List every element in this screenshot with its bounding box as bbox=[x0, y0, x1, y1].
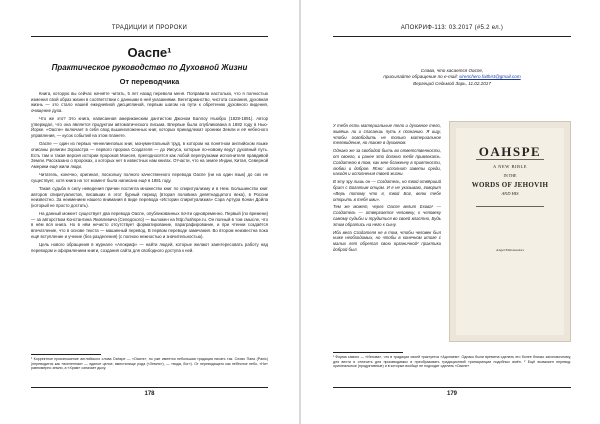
footnote-rule bbox=[31, 354, 101, 355]
photo-paper bbox=[456, 128, 564, 335]
paragraph: Иба вела Создателя не в том, чтобы человек был ниже необходимых, но чтобы в конечном итоге с малых лет обретал свою органичной² практики доброй был. bbox=[333, 229, 441, 252]
email-link[interactable]: sirenchero.faithist@gmail.com bbox=[459, 74, 521, 80]
paragraph: У тебя есть материальные тело и духовное тело, живёшь ли и спасаешь путь к познанию. Я ищу, чтобы освободить не только материальное телевидение, но также в духовном. bbox=[333, 123, 441, 146]
paragraph: Книга, которую вы сейчас начнёте читать, 5 лет назад перевела меня. Поправила настолько, что я полностью изменил свой образ жизни в соответствии с данными в ней указаниями. Вегетарианство, чистота сознания, духовная жизнь — это стало нашей ежедневной дисциплиной, первым шагом на пути к обретению духовного видения, очищение духа. bbox=[31, 91, 268, 113]
section-heading: От переводчика bbox=[119, 77, 180, 86]
article-subtitle: Практическое руководство по Духовной Жизни bbox=[51, 63, 248, 72]
left-page bbox=[0, 0, 299, 424]
page-number: 179 bbox=[446, 391, 457, 397]
photo-line: WORDS OF JEHOVIH bbox=[471, 181, 549, 189]
footnote: ¹ Корректное произношение английского слова Oahspe — «Оаспэ», но уже имеется небольшая традиция писать так. Слово Пана (Panic) (переводится как «вселенная» — единое целое, вместилище рода («Земля»), — «вода, бог»). От переводящего как небесное небо, «Ни» равномерно земли, а «Храм» означает дыху. bbox=[31, 357, 268, 371]
contact-prefix: присылайте обращение по e-mail: bbox=[383, 74, 458, 80]
contact-line: Слава, что касается Оаспе, bbox=[420, 68, 484, 73]
article-body bbox=[31, 91, 268, 256]
paragraph: В эту эру лишь он — Создатель, но твой отвёрший брат с Богатым отцом. И я не указываю, говорит «Верь потому что я, твой Бог, велю тебе открыть в тебя ими». bbox=[333, 179, 442, 202]
photo-rule bbox=[476, 159, 544, 160]
paragraph: Тем же может, через Оаспе велит Ехова¹ — Создатель — отвергается человеку, к человеку самому судьбы и трудиться во своей властно, Будь этим обратись на него к сыну. bbox=[333, 204, 441, 227]
page-number: 178 bbox=[144, 391, 155, 397]
photo-line: Angel Embassadors bbox=[496, 248, 524, 252]
contact-line: Вергеций Седьмой Зарь, 11.02.2017 bbox=[413, 80, 491, 86]
footnote-rule bbox=[333, 352, 403, 353]
running-head: ТРАДИЦИИ И ПРОРОКИ bbox=[111, 25, 188, 31]
paragraph: Оаспе — один из первых ченнелинговых книг, монументальный труд, в котором на понятном английском языке описаны религии Зороастра — первого пророка Создателя — до Иисуса, которые по-новому ведут духовный путь. Есть там и такая версия истории пророков Моисея, преподносятся как лобой перегрузками исполнителя правдивой Земли. Рассказано о пророках, о которых нет в известных нам книгах. Отчасти, что на земле Индии, Китая, Северной Америки ещё жили люди. bbox=[31, 141, 268, 169]
paragraph: Такая судьба в силу неведения причин постигла множество книг по спиритуализму и в Нем. Большинство книг авторов спиритуалистов, писавших в этот бурный период (вторая половина девятнадцатого века), в России неизвестно. За неимением нашего внимания в виде перевода «Истории спиритуализма» Сэра Артура Конан Дойла (который не просто достать). bbox=[31, 186, 268, 208]
paragraph: На данный момент существует два перевода Оаспе, опубликованных почти одновременно. Первый (по времени) — за авторством Константина Яковлевича (Селедского) — выложен на http://oahspe.ru. Он полный в том смысле, что в нём вся книга. Но в нём нечисто отсутствует форматирование, параграфирование, и при чтении создаётся впечатление, что в основе текста — машинный перевод. В первом переводе замечания. Во втором неизвестна пока ещё вступление и учение (без разделения) (с полною нежностью и значительностью). bbox=[31, 211, 268, 239]
photo-line: IN THE bbox=[503, 173, 517, 178]
book-title-page-photo bbox=[449, 121, 571, 342]
quote-body bbox=[333, 123, 441, 255]
photo-line: A NEW BIBLE bbox=[493, 164, 527, 169]
header-rule bbox=[333, 36, 571, 37]
footer-rule bbox=[31, 387, 268, 388]
contact-block bbox=[333, 68, 571, 87]
photo-title: OAHSPE bbox=[478, 144, 542, 159]
footnote: ¹ Форма самого — «Иехова», что в традиции своей трактуется «Адонаем». Однако были времена сделать это более близко заголовочному, для вести и отличить для производимых в преобразовать традиционной транскрипции подобных имён. ² Ещё возможен перевод: оригинальные (продуктивные) и в которые вообще не подходит сделать «Оаспе» bbox=[333, 355, 571, 369]
paragraph: Читатель, конечно, оригинал, поскольку полного качественного перевода Оаспе (ни на один язык) до сих не существует, хотя книга на тот момент была написана ещё в 1881 году. bbox=[31, 172, 268, 183]
running-head: АПОКРИФ-113: 03.2017 (#5.2 ел.) bbox=[400, 25, 504, 31]
paragraph: Однако же за свободой быть во ответственности, от своего, и ранее это должно тебя привлекать. Создателю в том, как мне блаженну в приятности, любви и доброе. Ясно: исполнит заветы среди, находя и исполнения твоей жизни. bbox=[333, 148, 441, 177]
article-title: Оаспе¹ bbox=[127, 45, 172, 60]
header-rule bbox=[31, 36, 268, 37]
photo-line: AND HIS bbox=[501, 191, 519, 196]
paragraph: Цель нового обращения в журнале «Апокриф» — найти людей, которые желают заинтересовать работу над переводом и оформлением книги, создания сайта для свободного доступа к ней. bbox=[31, 242, 268, 253]
photo-rule bbox=[476, 206, 544, 207]
footer-rule bbox=[333, 387, 571, 388]
paragraph: Что же это? Это книга, написанная американским дантистом Джоном Баллоу Ньюбро (1828-1891). Автор утверждал, что она является продуктом автоматического письма. Впервые была опубликована в 1882 году в Нью-Йорке. «Оаспе» включает в себя свод вышеизложенных книг, которых принадлежат хроники Земли и её небесного управления, — кусок событий на этом планете. bbox=[31, 116, 268, 138]
right-page bbox=[301, 0, 600, 424]
